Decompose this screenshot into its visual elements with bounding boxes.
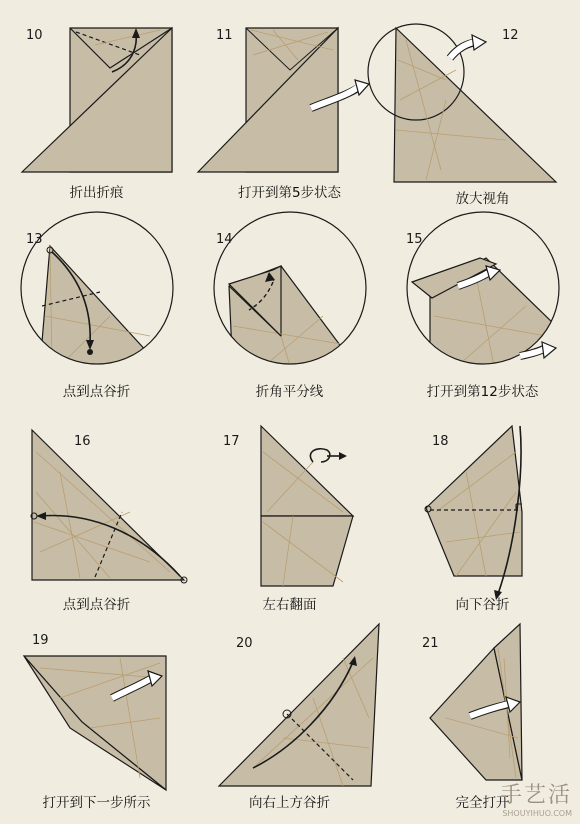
step-number: 14 bbox=[216, 232, 233, 247]
step-number: 10 bbox=[26, 28, 43, 43]
step-number: 11 bbox=[216, 28, 233, 43]
step-number: 20 bbox=[236, 636, 253, 651]
step-caption: 折角平分线 bbox=[255, 384, 324, 400]
step-10 bbox=[0, 0, 193, 206]
step-caption: 点到点谷折 bbox=[62, 597, 131, 613]
step-17-diagram bbox=[193, 412, 386, 618]
step-16 bbox=[0, 412, 193, 618]
step-number: 13 bbox=[26, 232, 43, 247]
step-number: 21 bbox=[422, 636, 439, 651]
step-12-diagram bbox=[386, 0, 579, 206]
step-caption: 左右翻面 bbox=[262, 597, 317, 613]
step-caption: 放大视角 bbox=[455, 191, 510, 207]
watermark-site: SHOUYIHUO.COM bbox=[502, 809, 572, 818]
step-caption: 向下谷折 bbox=[455, 597, 510, 613]
step-number: 18 bbox=[432, 434, 449, 449]
step-13 bbox=[0, 206, 193, 412]
step-caption: 打开到第12步状态 bbox=[426, 384, 539, 400]
watermark-logo-text: 手艺活 bbox=[499, 783, 572, 808]
step-18-diagram bbox=[386, 412, 579, 618]
step-18 bbox=[386, 412, 579, 618]
step-caption: 向右上方谷折 bbox=[249, 795, 330, 811]
watermark bbox=[500, 778, 572, 818]
step-caption: 打开到下一步所示 bbox=[42, 795, 151, 811]
step-number: 19 bbox=[32, 633, 49, 648]
step-number: 17 bbox=[223, 434, 240, 449]
step-15 bbox=[386, 206, 579, 412]
step-19 bbox=[0, 618, 193, 824]
step-number: 16 bbox=[74, 434, 91, 449]
step-16-diagram bbox=[0, 412, 193, 618]
step-caption: 完全打开 bbox=[455, 795, 510, 811]
step-caption: 点到点谷折 bbox=[62, 384, 131, 400]
step-11 bbox=[193, 0, 386, 206]
step-caption: 折出折痕 bbox=[69, 185, 124, 201]
step-20 bbox=[193, 618, 386, 824]
step-17 bbox=[193, 412, 386, 618]
step-number: 12 bbox=[502, 28, 519, 43]
step-number: 15 bbox=[406, 232, 423, 247]
step-caption: 打开到第5步状态 bbox=[237, 185, 342, 201]
step-12 bbox=[386, 0, 579, 206]
step-14 bbox=[193, 206, 386, 412]
